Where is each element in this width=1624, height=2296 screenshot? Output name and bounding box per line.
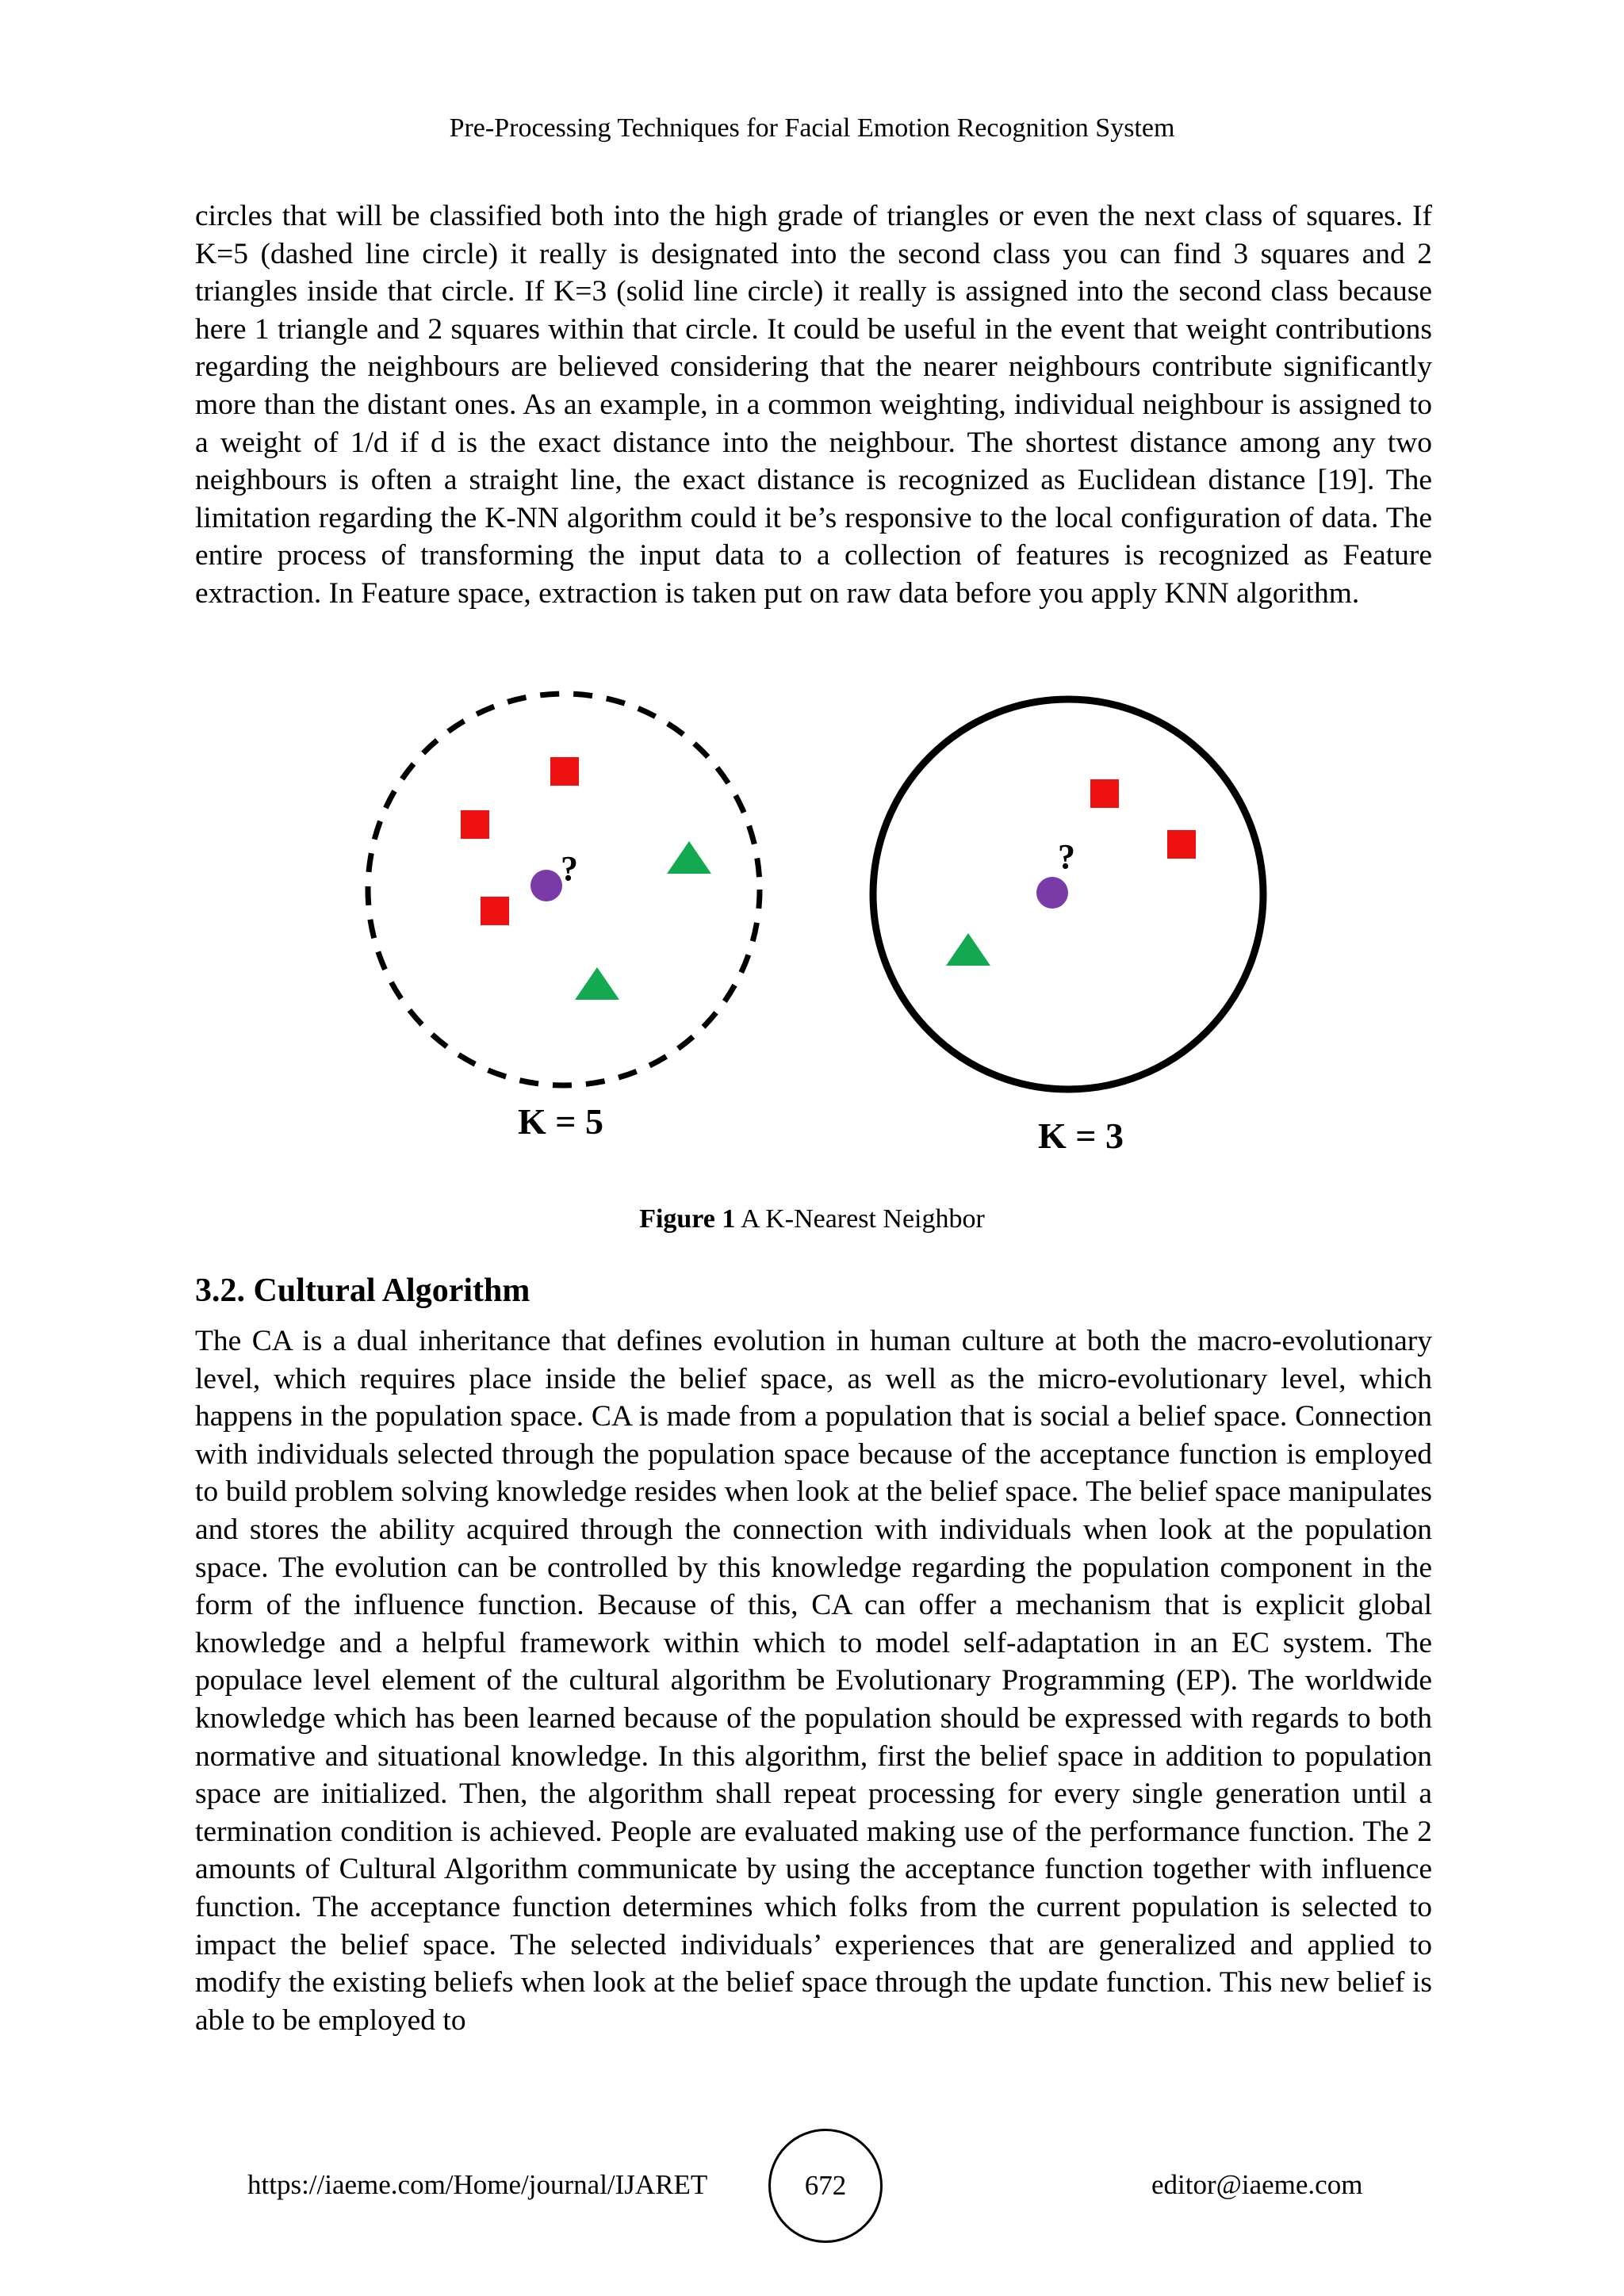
k5-query-point bbox=[530, 870, 562, 901]
knn-diagram-svg bbox=[349, 690, 1285, 1165]
figure-caption bbox=[0, 1203, 1624, 1236]
section-heading: 3.2. Cultural Algorithm bbox=[195, 1272, 530, 1309]
page-number-badge bbox=[768, 2129, 883, 2243]
k3-triangle-1 bbox=[946, 933, 990, 966]
k3-label: K = 3 bbox=[1038, 1115, 1124, 1156]
paragraph-text: The CA is a dual inheritance that defines evolution in human culture at both the macro-evolutionary level, which requires place inside the belief space, as well as the micro-evolutionary level, which happens in the population space. CA is made from a population that is social a belief space. Connection with individuals selected through the population space because of the acceptance function is employed to build problem solving knowledge resides when look at the belief space. The belief space manipulates and stores the ability acquired through the connection with individuals when look at the population space. The evolution can be controlled by this knowledge regarding the population component in the form of the influence function. Because of this, CA can offer a mechanism that is explicit global knowledge and a helpful framework within which to model self-adaptation in an EC system. The populace level element of the cultural algorithm be Evolutionary Programming (EP). The worldwide knowledge which has been learned because of the population should be expressed with regards to both normative and situational knowledge. In this algorithm, first the belief space in addition to population space are initialized. Then, the algorithm shall repeat processing for every single generation until a termination condition is achieved. People are evaluated making use of the performance function. The 2 amounts of Cultural Algorithm communicate by using the acceptance function together with influence function. The acceptance function determines which folks from the current population is selected to impact the belief space. The selected individuals’ experiences that are generalized and applied to modify the existing beliefs when look at the belief space through the update function. This new belief is able to be employed to bbox=[195, 1325, 1432, 2037]
k3-square-2 bbox=[1167, 830, 1196, 859]
k5-triangle-1 bbox=[667, 841, 711, 874]
journal-url-link[interactable]: https://iaeme.com/Home/journal/IJARET bbox=[247, 2169, 708, 2200]
k5-square-2 bbox=[461, 810, 489, 839]
k3-square-1 bbox=[1090, 779, 1119, 808]
editor-email-link[interactable]: editor@iaeme.com bbox=[1151, 2169, 1363, 2200]
figure-label: Figure 1 bbox=[639, 1204, 736, 1234]
k5-square-3 bbox=[481, 897, 509, 925]
body-paragraph-knn bbox=[195, 197, 1432, 613]
figure-knn-diagram bbox=[349, 690, 1285, 1165]
k3-query-mark: ? bbox=[1058, 837, 1075, 876]
running-head-title: Pre-Processing Techniques for Facial Emotion Recognition System bbox=[449, 113, 1175, 143]
k5-query-mark: ? bbox=[561, 849, 578, 888]
k3-query-point bbox=[1036, 877, 1068, 909]
page-number: 672 bbox=[804, 2170, 847, 2201]
k3-solid-circle bbox=[873, 699, 1263, 1089]
paragraph-text: circles that will be classified both into the high grade of triangles or even the next class of squares. If K=5 (dashed line circle) it really is designated into the second class you can find 3 squares and 2 triangles inside that circle. If K=3 (solid line circle) it really is assigned into the second class because here 1 triangle and 2 squares within that circle. It could be useful in the event that weight contributions regarding the neighbours are believed considering that the nearer neighbours contribute significantly more than the distant ones. As an example, in a common weighting, individual neighbour is assigned to a weight of 1/d if d is the exact distance into the neighbour. The shortest distance among any two neighbours is often a straight line, the exact distance is recognized as Euclidean distance [19]. The limitation regarding the K-NN algorithm could it be’s responsive to the local configuration of data. The entire process of transforming the input data to a collection of features is recognized as Feature extraction. In Feature space, extraction is taken put on raw data before you apply KNN algorithm. bbox=[195, 200, 1432, 610]
k5-triangle-2 bbox=[575, 967, 619, 1000]
k5-square-1 bbox=[550, 757, 579, 786]
figure-caption-text: A K-Nearest Neighbor bbox=[741, 1204, 985, 1234]
page-footer bbox=[0, 2127, 1624, 2246]
k5-dashed-circle bbox=[368, 694, 760, 1085]
body-paragraph-cultural-algorithm bbox=[195, 1322, 1432, 2039]
k5-label: K = 5 bbox=[518, 1101, 603, 1142]
